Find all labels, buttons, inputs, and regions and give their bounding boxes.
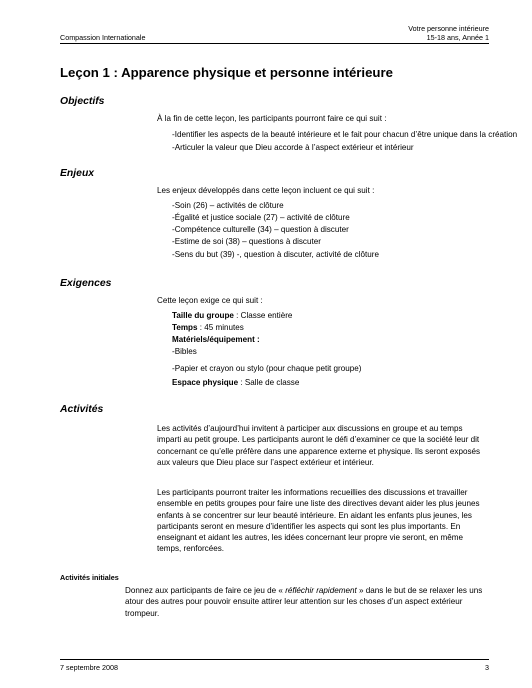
- header-org: Compassion Internationale: [60, 33, 146, 42]
- header-doc-title: Votre personne intérieure: [408, 24, 489, 33]
- activites-initiales-text-after: » dans le but de se relaxer les uns atour des autres pour pouvoir ensuite attirer leur attention sur les choses d’un aspect extérieur trompeur.: [125, 586, 483, 618]
- taille-label: Taille du groupe: [172, 311, 234, 320]
- exigences-espace: [172, 377, 299, 388]
- header-doc-subtitle: 15-18 ans, Année 1: [426, 33, 489, 42]
- objectifs-item: -Identifier les aspects de la beauté intérieure et le fait pour chacun d’être unique dans la création: [172, 130, 518, 139]
- activites-initiales-text-italic: réfléchir rapidement: [285, 586, 357, 595]
- espace-label: Espace physique: [172, 378, 239, 387]
- section-heading-enjeux: Enjeux: [60, 168, 95, 179]
- exigences-intro: Cette leçon exige ce qui suit :: [157, 296, 263, 305]
- enjeux-item: -Estime de soi (38) – questions à discuter: [172, 237, 321, 246]
- materiels-item: -Bibles: [172, 347, 197, 356]
- objectifs-item: -Articuler la valeur que Dieu accorde à l’aspect extérieur et intérieur: [172, 143, 414, 152]
- enjeux-intro: Les enjeux développés dans cette leçon incluent ce qui suit :: [157, 186, 375, 195]
- temps-value: : 45 minutes: [197, 323, 244, 332]
- footer-rule: [60, 659, 489, 660]
- lesson-title: Leçon 1 : Apparence physique et personne intérieure: [60, 65, 393, 80]
- activites-initiales-text: [125, 585, 490, 619]
- footer-date: 7 septembre 2008: [60, 663, 118, 672]
- enjeux-item: -Sens du but (39) -, question à discuter, activité de clôture: [172, 250, 379, 259]
- temps-label: Temps: [172, 323, 198, 332]
- materiels-item: -Papier et crayon ou stylo (pour chaque petit groupe): [172, 364, 362, 373]
- exigences-temps: [172, 322, 244, 333]
- activites-paragraph: Les activités d’aujourd’hui invitent à participer aux discussions en groupe et au temps imparti au petit groupe. Les participants auront le défi d’examiner ce que la société leur dit concernant ce qu’elle préfère dans une apparence externe et physique. Ils seront exposés aux valeurs que Dieu place sur l’aspect extérieur et intérieur.: [157, 424, 481, 467]
- activites-initiales-text-before: Donnez aux participants de faire ce jeu de «: [125, 586, 286, 595]
- activites-paragraph: Les participants pourront traiter les informations recueillies des discussions et travailler ensemble en petits groupes pour faire une liste des directives devant aider les plus jeunes enfants à se concentrer sur leur beauté intérieure. En aidant les enfants plus jeunes, les participants seront en mesure d’identifier les aspects qui sont les plus importants. En enseignant et aidant les autres, les idées concernant leur propre vie seront, en même temps, renforcées.: [157, 488, 480, 554]
- footer-page-number: 3: [485, 663, 489, 672]
- section-heading-exigences: Exigences: [60, 278, 112, 289]
- section-heading-activites-initiales: Activités initiales: [60, 573, 119, 582]
- materiels-label: Matériels/équipement :: [172, 335, 260, 344]
- section-heading-objectifs: Objectifs: [60, 96, 105, 107]
- enjeux-item: -Soin (26) – activités de clôture: [172, 201, 284, 210]
- header-rule: [60, 43, 489, 44]
- enjeux-item: -Compétence culturelle (34) – question à discuter: [172, 225, 349, 234]
- exigences-taille: [172, 310, 292, 321]
- objectifs-intro: À la fin de cette leçon, les participants pourront faire ce qui suit :: [157, 114, 387, 123]
- section-heading-activites: Activités: [60, 404, 104, 415]
- enjeux-item: -Égalité et justice sociale (27) – activité de clôture: [172, 213, 350, 222]
- taille-value: : Classe entière: [233, 311, 293, 320]
- espace-value: : Salle de classe: [238, 378, 300, 387]
